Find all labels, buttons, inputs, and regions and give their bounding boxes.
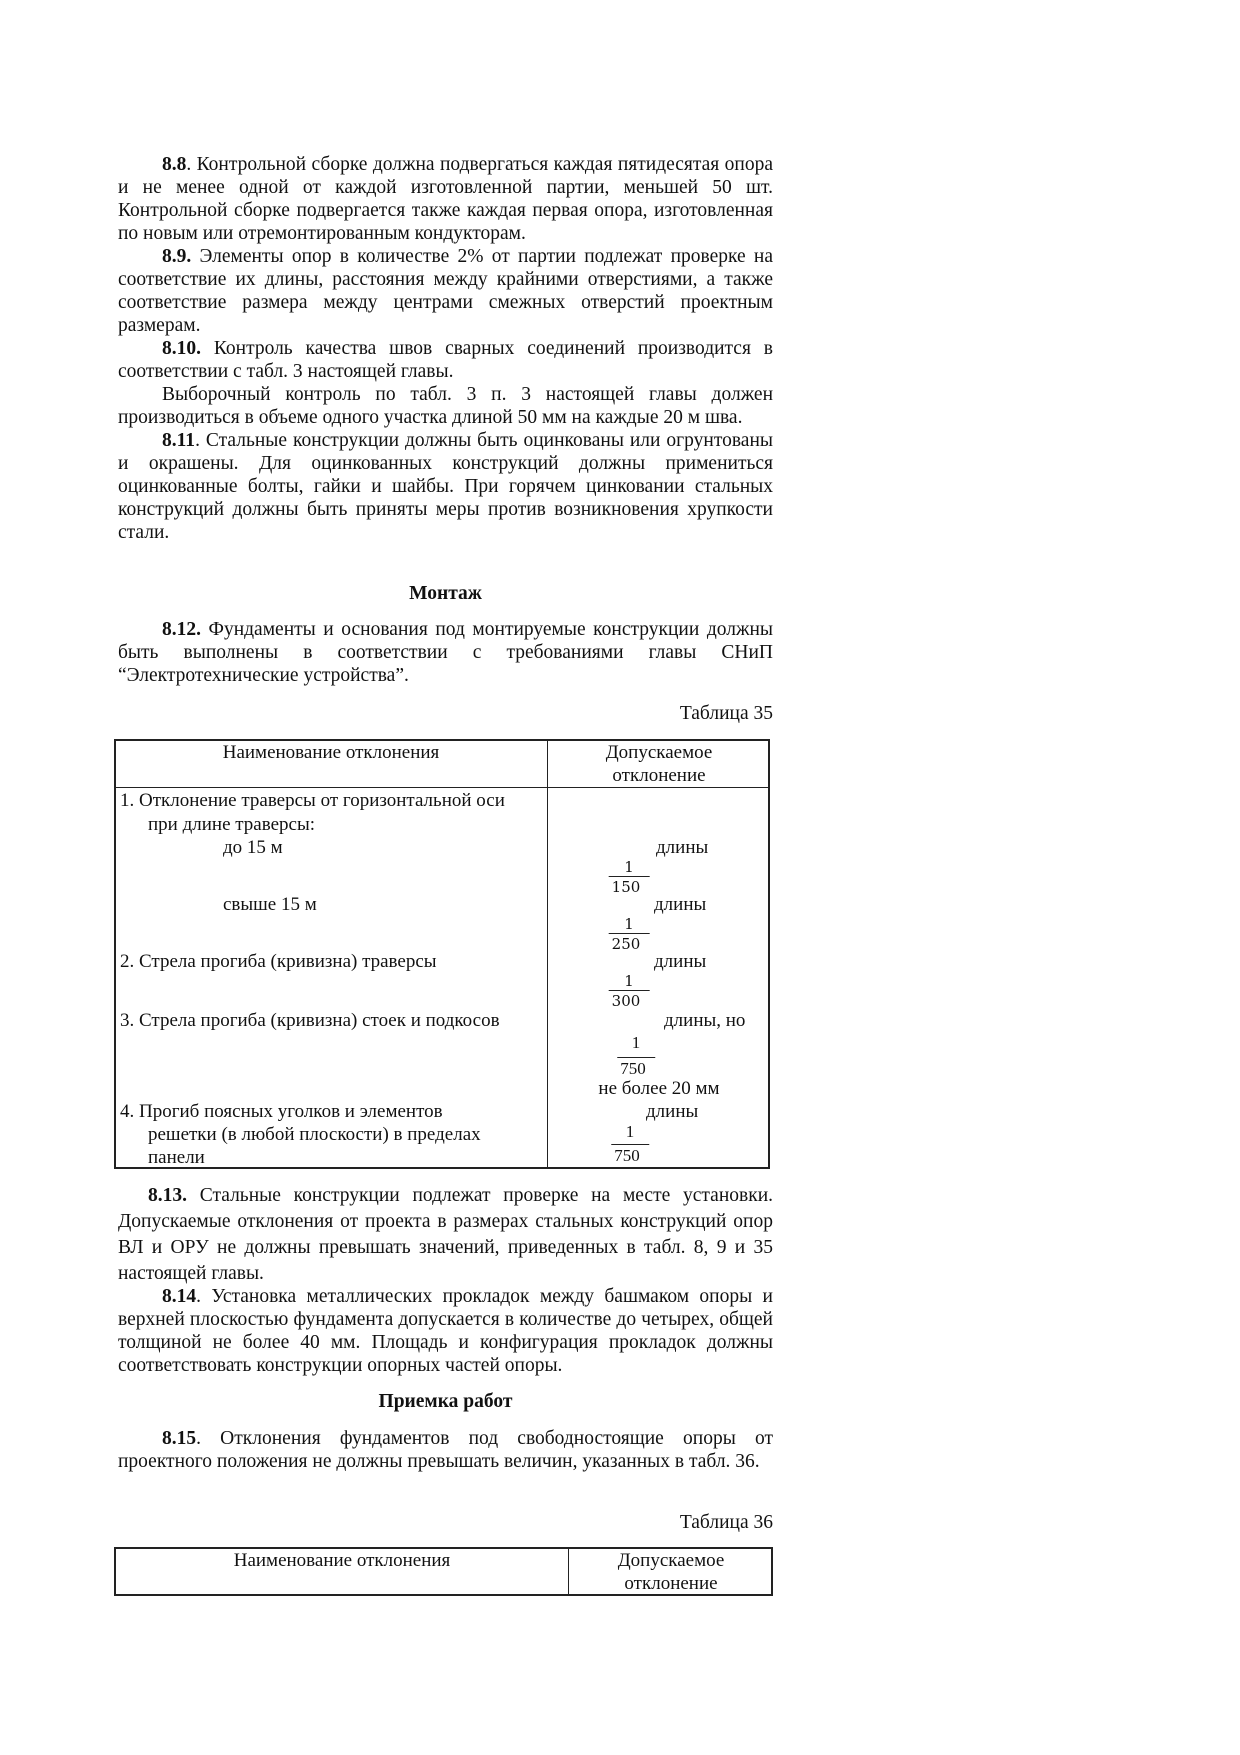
row4-label-end: панели	[148, 1147, 205, 1168]
row4-unit: длины	[646, 1101, 699, 1122]
row3-fraction: $\frac{1}{750}$	[620, 1033, 652, 1079]
table-36	[114, 1547, 773, 1596]
row1-label-cont: при длине траверсы:	[148, 814, 315, 835]
row3-unit: длины, но	[664, 1010, 746, 1031]
row1a-fraction: $\frac{1}{150}$	[612, 858, 647, 896]
column-divider	[547, 741, 548, 1167]
row4-fraction: $\frac{1}{750}$	[614, 1122, 646, 1166]
row4-label: 4. Прогиб поясных уголков и элементов	[120, 1101, 443, 1122]
heading-acceptance: Приемка работ	[378, 1391, 513, 1412]
section-8-12	[118, 618, 773, 687]
header-allowed-2: отклонение	[624, 1573, 718, 1594]
table-35-caption: Таблица 35	[679, 703, 773, 724]
column-divider	[568, 1549, 569, 1594]
paragraph-8-11: 8.11. Стальные конструкции должны быть оцинкованы или огрунтованы и окрашены. Для оцинкованных конструкций должны примениться оцинкованные болты, гайки и шайбы. При горячем цинковании стальных конструкций должны быть приняты меры против возникновения хрупкости стали.	[118, 430, 773, 543]
paragraph-8-15: 8.15. Отклонения фундаментов под свободностоящие опоры от проектного положения не должны превышать величин, указанных в табл. 36.	[118, 1428, 773, 1472]
row1b-fraction: $\frac{1}{250}$	[612, 915, 647, 953]
row1a-label: до 15 м	[223, 837, 283, 858]
table-35	[114, 739, 770, 1169]
row2-unit: длины	[654, 951, 707, 972]
header-name: Наименование отклонения	[233, 1550, 451, 1571]
section-8-13	[118, 1183, 773, 1287]
row3-label: 3. Стрела прогиба (кривизна) стоек и подкосов	[120, 1010, 500, 1031]
section-8-14	[118, 1285, 773, 1377]
row1b-unit: длины	[654, 894, 707, 915]
row1a-unit: длины	[656, 837, 709, 858]
header-allowed-1: Допускаемое	[617, 1550, 725, 1571]
table-36-caption: Таблица 36	[679, 1512, 773, 1533]
row2-fraction: $\frac{1}{300}$	[612, 972, 647, 1010]
section-fabrication	[118, 153, 773, 544]
paragraph-8-8: 8.8. Контрольной сборке должна подвергаться каждая пятидесятая опора и не менее одной от каждой изготовленной партии, меньшей 50 шт. Контрольной сборке подвергается также каждая первая опора, изготовленная по новым или отремонтированным кондукторам.	[118, 154, 773, 244]
row2-label: 2. Стрела прогиба (кривизна) траверсы	[120, 951, 437, 972]
section-8-15	[118, 1427, 773, 1473]
paragraph-8-12: 8.12. Фундаменты и основания под монтируемые конструкции должны быть выполнены в соответствии с требованиями главы СНиП “Электротехнические устройства”.	[118, 619, 773, 686]
header-allowed-1: Допускаемое	[605, 742, 713, 763]
row1b-label: свыше 15 м	[223, 894, 317, 915]
heading-montage: Монтаж	[409, 583, 482, 604]
paragraph-8-13: 8.13. Стальные конструкции подлежат проверке на месте установки. Допускаемые отклонения от проекта в размерах стальных конструкций опор ВЛ и ОРУ не должны превышать значений, приведенных в табл. 8, 9 и 35 настоящей главы.	[118, 1185, 773, 1284]
paragraph-8-14: 8.14. Установка металлических прокладок между башмаком опоры и верхней плоскостью фундамента допускается в количестве до четырех, общей толщиной не более 40 мм. Площадь и конфигурация прокладок должны соответствовать конструкции опорных частей опоры.	[118, 1286, 773, 1376]
row1-label: 1. Отклонение траверсы от горизонтальной оси	[120, 790, 505, 811]
header-divider	[116, 787, 768, 788]
paragraph-8-9: 8.9. Элементы опор в количестве 2% от партии подлежат проверке на соответствие их длины, расстояния между крайними отверстиями, а также соответствие размера между центрами смежных отверстий проектным размерам.	[118, 246, 773, 336]
header-name: Наименование отклонения	[222, 742, 440, 763]
row3-extra: не более 20 мм	[598, 1078, 720, 1099]
row4-label-cont: решетки (в любой плоскости) в пределах	[148, 1124, 481, 1145]
paragraph-8-10: 8.10. Контроль качества швов сварных соединений производится в соответствии с табл. 3 настоящей главы.	[118, 338, 773, 382]
header-allowed-2: отклонение	[612, 765, 706, 786]
paragraph-sampling: Выборочный контроль по табл. 3 п. 3 настоящей главы должен производиться в объеме одного участка длиной 50 мм на каждые 20 м шва.	[118, 384, 773, 428]
